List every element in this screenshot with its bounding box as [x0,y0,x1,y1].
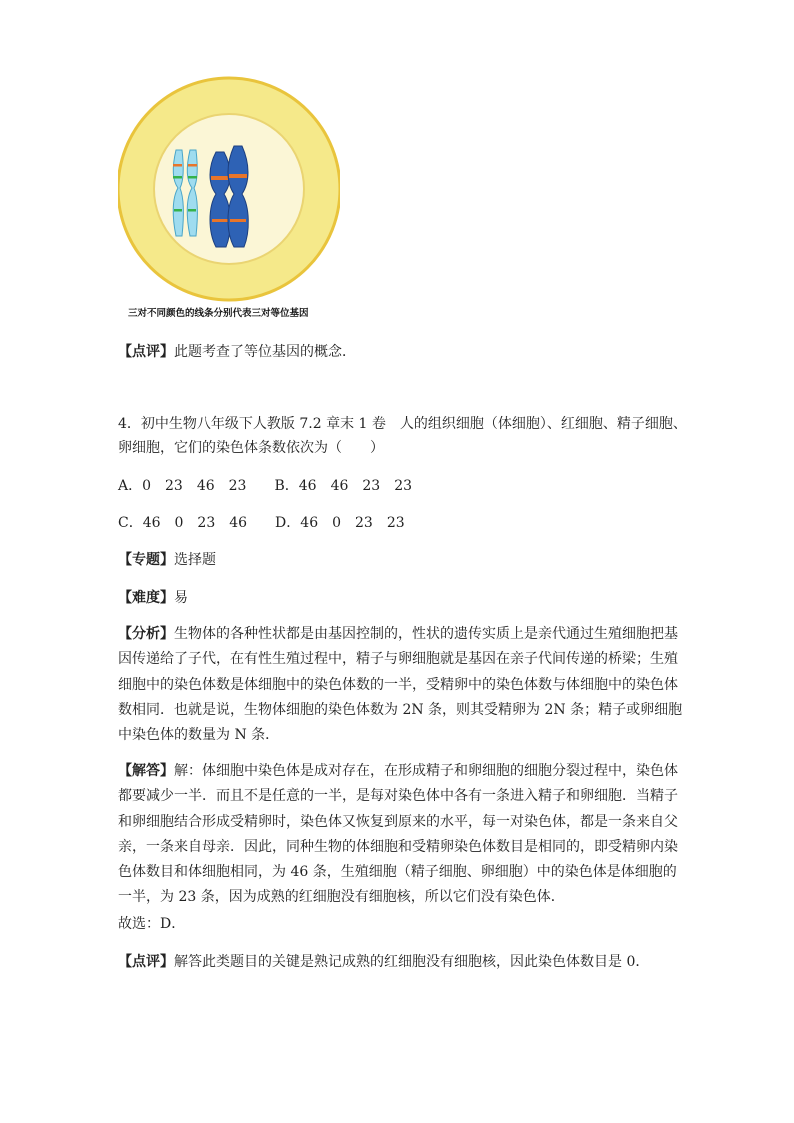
analysis-paragraph [118,622,683,748]
comment [118,952,649,972]
analysis-line: 中染色体的数量为 N 条． [118,727,280,744]
difficulty [118,588,188,608]
cell-diagram [118,72,340,307]
prev-comment-tag: 【点评】 [118,344,174,360]
answer-line: 色体数目和体细胞相同，为 46 条，生殖细胞（精子细胞、卵细胞）中的染色体是体细胞的 [118,864,677,881]
topic-tag: 【专题】 [118,552,174,568]
answer-line: 都要减少一半．而且不是任意的一半，是每对染色体中各有一条进入精子和卵细胞．当精子 [118,788,678,805]
final-choice: 故选：D． [118,916,186,932]
analysis-line: 细胞中的染色体数是体细胞中的染色体数的一半，受精卵中的染色体数与体细胞中的染色体 [118,676,678,693]
analysis-tag: 【分析】 [118,626,174,642]
answer-line: 和卵细胞结合形成受精卵时，染色体又恢复到原来的水平，每一对染色体，都是一条来自父 [118,813,678,830]
analysis-line-text: 生物体的各种性状都是由基因控制的，性状的遗传实质上是亲代通过生殖细胞把基 [174,626,678,642]
answer-line [118,759,678,784]
analysis-line: 数相同．也就是说，生物体细胞的染色体数为 2N 条，则其受精卵为 2N 条；精子或卵细胞 [118,701,683,718]
prev-comment-text: 此题考查了等位基因的概念． [174,344,356,360]
prev-comment [118,342,356,362]
analysis-line: 因传递给了子代，在有性生殖过程中，精子与卵细胞就是基因在亲子代间传递的桥梁；生殖 [118,651,678,668]
comment-tag: 【点评】 [118,954,174,970]
difficulty-text: 易 [174,590,188,606]
topic-text: 选择题 [174,552,216,568]
answer-line: 一半，为 23 条，因为成熟的红细胞没有细胞核，所以它们没有染色体． [118,889,565,906]
answer-tag: 【解答】 [118,763,174,779]
answer-line-text: 解：体细胞中染色体是成对存在，在形成精子和卵细胞的细胞分裂过程中，染色体 [174,763,678,779]
options-row-1: A．0 23 46 23 B．46 46 23 23 [118,478,413,494]
analysis-line [118,622,678,647]
question-line-2: 卵细胞，它们的染色体条数依次为（ ） [118,440,384,456]
chromosome-figure [118,72,340,322]
question-line-1: 4．初中生物八年级下人教版 7.2 章末 1 卷 人的组织细胞（体细胞）、红细胞、精子细胞、 [118,416,687,432]
comment-text: 解答此类题目的关键是熟记成熟的红细胞没有细胞核，因此染色体数目是 0． [174,954,650,970]
options-row-2: C．46 0 23 46 D．46 0 23 23 [118,515,405,531]
cell-nucleus [154,114,304,264]
answer-paragraph [118,759,678,911]
figure-caption: 三对不同颜色的线条分别代表三对等位基因 [128,308,309,319]
topic [118,550,216,570]
difficulty-tag: 【难度】 [118,590,174,606]
answer-line: 亲，一条来自母亲．因此，同种生物的体细胞和受精卵染色体数目是相同的，即受精卵内染 [118,838,678,855]
dark-chromosome-left [210,152,230,247]
